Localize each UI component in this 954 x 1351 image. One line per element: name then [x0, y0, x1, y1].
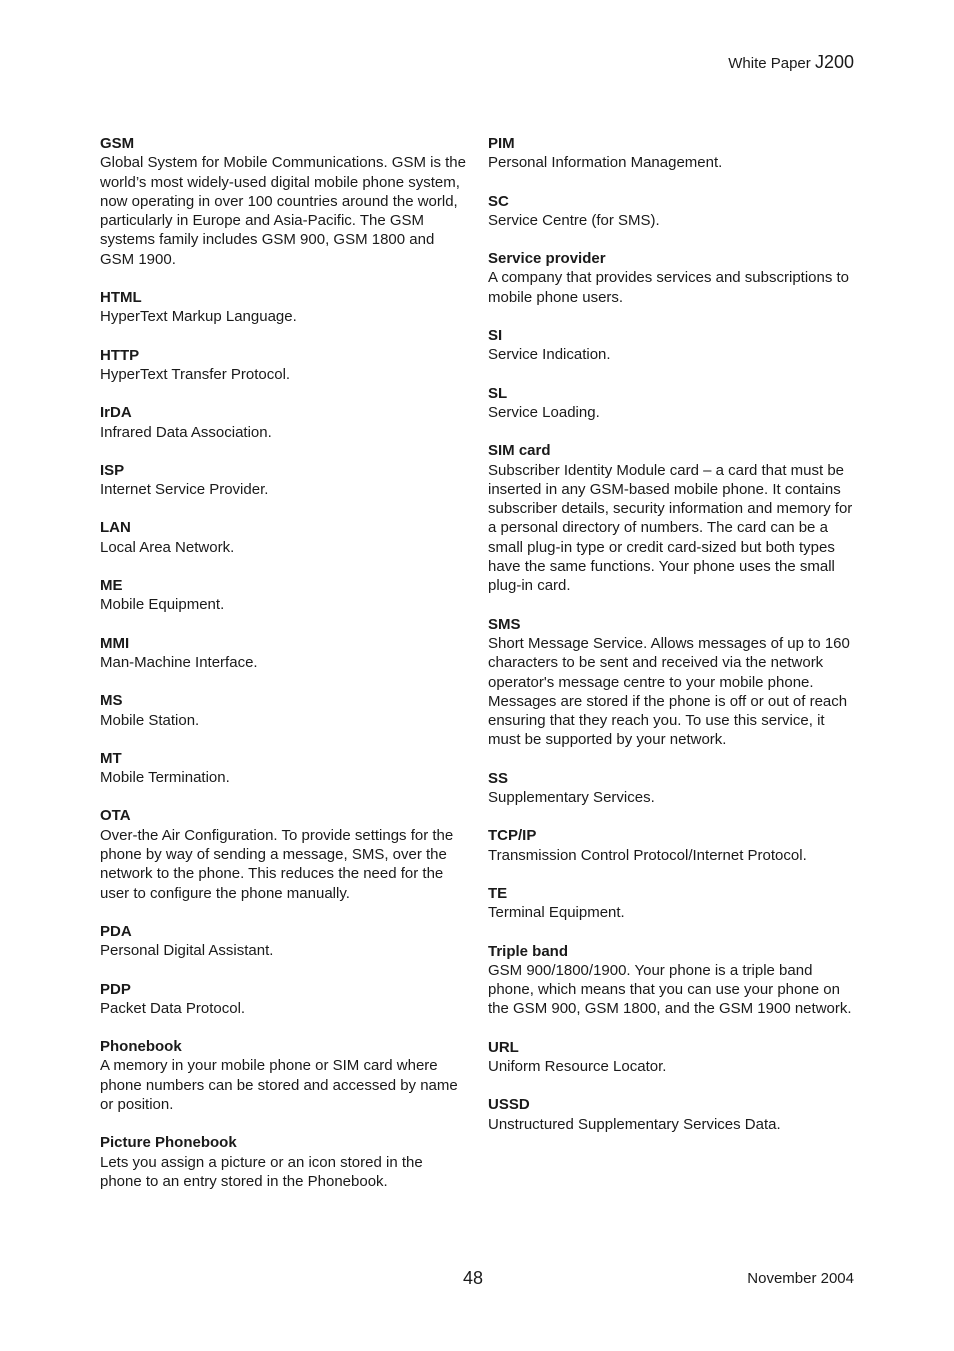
glossary-entry [100, 288, 468, 327]
glossary-term: MMI [100, 634, 130, 652]
glossary-entry [488, 769, 858, 808]
glossary-term: Service provider [488, 250, 606, 268]
glossary-term: PDA [100, 922, 132, 940]
glossary-entry [488, 942, 858, 1019]
glossary-term: OTA [100, 807, 131, 825]
glossary-definition: Lets you assign a picture or an icon stored in the phone to an entry stored in the Phonebook. [100, 1153, 423, 1190]
glossary-definition: Service Centre (for SMS). [488, 211, 660, 229]
glossary-term: SIM card [488, 442, 551, 460]
glossary-entry [488, 192, 858, 231]
glossary-definition: Service Indication. [488, 346, 611, 364]
glossary-entry [488, 326, 858, 365]
glossary-term: LAN [100, 519, 131, 537]
glossary-term: TCP/IP [488, 827, 537, 845]
glossary-entry [100, 518, 468, 557]
glossary-term: MT [100, 749, 122, 767]
glossary-definition: Terminal Equipment. [488, 904, 625, 922]
glossary-entry [488, 884, 858, 923]
glossary-entry [100, 134, 468, 269]
glossary-right-column [488, 134, 858, 1153]
glossary-definition: Man-Machine Interface. [100, 653, 258, 671]
glossary-term: SL [488, 384, 508, 402]
glossary-definition: Infrared Data Association. [100, 423, 272, 441]
glossary-entry [100, 346, 468, 385]
glossary-term: HTTP [100, 346, 140, 364]
glossary-term: GSM [100, 135, 135, 152]
glossary-definition: Packet Data Protocol. [100, 999, 246, 1017]
glossary-term: PIM [488, 135, 515, 152]
glossary-term: PDP [100, 980, 131, 998]
footer-date: November 2004 [747, 1270, 854, 1287]
glossary-definition: Local Area Network. [100, 538, 235, 556]
glossary-term: MS [100, 692, 123, 710]
glossary-definition: Service Loading. [488, 403, 600, 421]
glossary-definition: Personal Information Management. [488, 154, 723, 172]
glossary-definition: HyperText Transfer Protocol. [100, 365, 291, 383]
glossary-definition: GSM 900/1800/1900. Your phone is a triple band phone, which means that you can use your phone on the GSM 900, GSM 1800, and the GSM 1900 network. [488, 961, 852, 1018]
glossary-definition: Transmission Control Protocol/Internet Protocol. [488, 846, 807, 864]
glossary-definition: A memory in your mobile phone or SIM card where phone numbers can be stored and accessed by name or position. [100, 1057, 458, 1113]
glossary-entry [488, 1095, 858, 1134]
glossary-term: URL [488, 1038, 519, 1056]
glossary-definition: Supplementary Services. [488, 789, 655, 807]
glossary-entry [488, 249, 858, 307]
glossary-term: SI [488, 327, 503, 345]
page-header [728, 52, 854, 73]
glossary-entry [488, 1038, 858, 1077]
glossary-term: Triple band [488, 942, 569, 960]
glossary-entry [100, 691, 468, 730]
glossary-term: TE [488, 884, 508, 902]
glossary-entry [100, 1133, 468, 1191]
glossary-term: SC [488, 192, 509, 210]
glossary-definition: Global System for Mobile Communications. GSM is the world’s most widely-used digital mobile phone system, now operating in over 100 countries around the world, particularly in Europe and Asia-Pacific. The GSM systems family includes GSM 900, GSM 1800 and GSM 1900. [100, 154, 466, 268]
glossary-entry [488, 615, 858, 750]
glossary-entry [100, 922, 468, 961]
glossary-term: ISP [100, 461, 125, 479]
glossary-entry [100, 1037, 468, 1114]
glossary-definition: HyperText Markup Language. [100, 308, 297, 326]
glossary-definition: Uniform Resource Locator. [488, 1057, 667, 1075]
glossary-term: HTML [100, 289, 142, 307]
page-number: 48 [463, 1268, 484, 1288]
doc-label: White Paper [728, 55, 811, 72]
glossary-term: IrDA [100, 404, 132, 422]
glossary-entry [100, 576, 468, 615]
glossary-definition: Internet Service Provider. [100, 481, 269, 499]
glossary-entry [100, 634, 468, 673]
model-name: J200 [814, 52, 854, 72]
glossary-entry [100, 461, 468, 500]
glossary-definition: A company that provides services and subscriptions to mobile phone users. [488, 269, 850, 306]
glossary-definition: Unstructured Supplementary Services Data. [488, 1115, 781, 1133]
glossary-term: SMS [488, 615, 521, 633]
glossary-term: SS [488, 769, 509, 787]
glossary-definition: Personal Digital Assistant. [100, 942, 274, 960]
glossary-entry [100, 403, 468, 442]
glossary-entry [100, 749, 468, 788]
glossary-definition: Mobile Station. [100, 711, 200, 729]
glossary-entry [100, 980, 468, 1019]
glossary-term: Phonebook [100, 1038, 182, 1056]
glossary-term: Picture Phonebook [100, 1134, 237, 1152]
glossary-definition: Subscriber Identity Module card – a card that must be inserted in any GSM-based mobile phone. It contains subscriber details, security information and memory for a personal directory of numbers. The card can be a small plug-in type or credit card-sized but both types have the same functions. Your phone uses the small plug-in card. [488, 461, 853, 595]
glossary-definition: Mobile Termination. [100, 769, 230, 787]
glossary-left-column [100, 134, 468, 1210]
glossary-term: USSD [488, 1096, 530, 1114]
glossary-definition: Over-the Air Configuration. To provide settings for the phone by way of sending a message, SMS, over the network to the phone. This reduces the need for the user to configure the phone manually. [100, 826, 454, 902]
glossary-entry [488, 134, 858, 173]
glossary-definition: Short Message Service. Allows messages of up to 160 characters to be sent and received via the network operator's message centre to your mobile phone. Messages are stored if the phone is off or out of reach ensuring that they reach you. To use this service, it must be supported by your network. [488, 634, 850, 749]
glossary-definition: Mobile Equipment. [100, 596, 225, 614]
glossary-entry [488, 441, 858, 595]
glossary-entry [100, 806, 468, 902]
glossary-term: ME [100, 577, 123, 595]
glossary-entry [488, 384, 858, 423]
glossary-entry [488, 826, 858, 865]
